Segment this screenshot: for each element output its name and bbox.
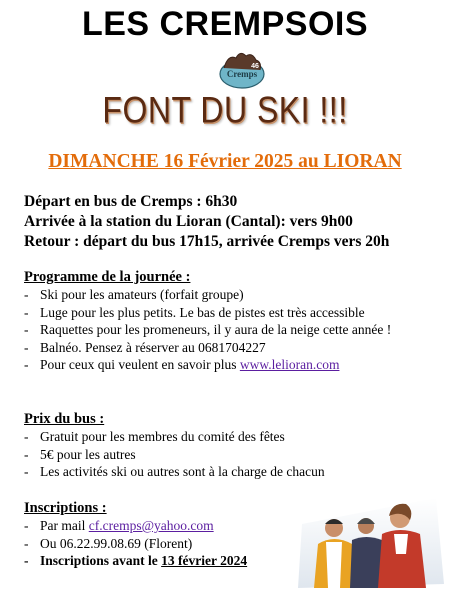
list-item: - Raquettes pour les promeneurs, il y aura de la neige cette année ! xyxy=(24,321,444,339)
deadline-prefix: Inscriptions avant le xyxy=(40,553,162,568)
website-link[interactable]: www.lelioran.com xyxy=(239,357,340,372)
list-item: - Les activités ski ou autres sont à la charge de chacun xyxy=(24,463,444,481)
prix-heading: Prix du bus : xyxy=(24,411,105,427)
logo-text: Cremps xyxy=(226,69,258,79)
list-item xyxy=(24,517,304,535)
list-item: - Gratuit pour les membres du comité des fêtes xyxy=(24,428,444,446)
list-item: - Ou 06.22.99.08.69 (Florent) xyxy=(24,535,304,553)
deadline-date: 13 février 2024 xyxy=(161,553,248,568)
travel-info xyxy=(24,192,444,252)
list-item: - 5€ pour les autres xyxy=(24,446,444,464)
programme-section xyxy=(24,268,444,374)
list-item: - Ski pour les amateurs (forfait groupe) xyxy=(24,286,444,304)
email-link[interactable]: cf.cremps@yahoo.com xyxy=(88,518,214,533)
arrival-line: Arrivée à la station du Lioran (Cantal): vers 9h00 xyxy=(24,213,353,230)
skiers-photo xyxy=(296,494,444,588)
programme-heading: Programme de la journée : xyxy=(24,269,191,285)
list-item xyxy=(24,356,444,374)
poster-subtitle: FONT DU SKI !!! xyxy=(102,89,348,131)
list-item: - Balnéo. Pensez à réserver au 0681704227 xyxy=(24,339,444,357)
poster-title: LES CREMPSOIS xyxy=(81,5,369,43)
inscriptions-section xyxy=(24,499,304,570)
cremps-logo xyxy=(214,46,270,92)
logo-number: 46 xyxy=(251,63,259,70)
prix-section xyxy=(24,410,444,481)
event-date xyxy=(0,150,450,174)
event-date-text: DIMANCHE 16 Février 2025 au LIORAN xyxy=(48,151,402,172)
inscriptions-list xyxy=(24,517,304,570)
departure-line: Départ en bus de Cremps : 6h30 xyxy=(24,193,238,210)
prix-list xyxy=(24,428,444,481)
inscriptions-heading: Inscriptions : xyxy=(24,500,107,516)
programme-list xyxy=(24,286,444,374)
list-item: - Luge pour les plus petits. Le bas de pistes est très accessible xyxy=(24,304,444,322)
return-line: Retour : départ du bus 17h15, arrivée Cremps vers 20h xyxy=(24,233,390,250)
list-item xyxy=(24,552,304,570)
website-prefix: Pour ceux qui veulent en savoir plus xyxy=(40,357,240,372)
mail-prefix: Par mail xyxy=(40,518,89,533)
